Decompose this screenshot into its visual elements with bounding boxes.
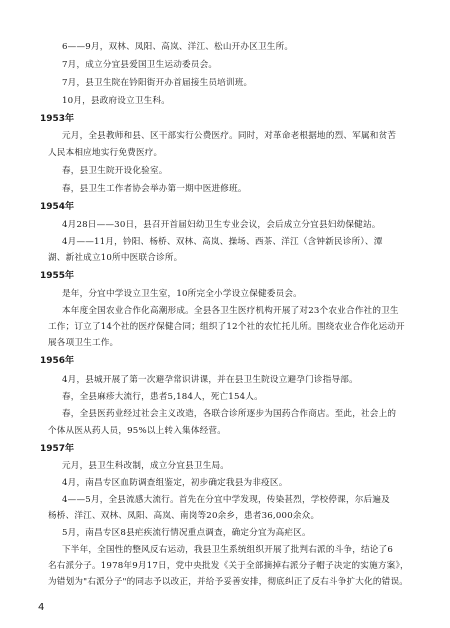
year-heading: 1956年 — [40, 356, 75, 366]
text-line: 杨桥、洋江、双林、凤阳、高岚、南岗等20余乡，患者36,000余众。 — [48, 511, 320, 521]
text-line: 4月，南昌专区血防调查组鉴定，初步确定我县为非疫区。 — [62, 478, 288, 488]
text-line: 人民本相应地实行免费医疗。 — [48, 148, 163, 158]
text-line: 4月，县城开展了第一次避孕常识讲课，并在县卫生院设立避孕门诊指导部。 — [62, 375, 358, 385]
text-line: 是年，分宜中学设立卫生室，10所完全小学设立保健委员会。 — [62, 289, 302, 299]
text-line: 4——5月，全县流感大流行。首先在分宜中学发现，传染甚烈，学校停课，尔后遍及 — [62, 495, 390, 505]
text-line: 春，县卫生院开设化验室。 — [62, 166, 168, 176]
text-line: 7月，成立分宜县爱国卫生运动委员会。 — [62, 60, 218, 70]
text-line: 为错划为"右派分子"的同志予以改正，并给予妥善安排，彻底纠正了反右斗争扩大化的错误。 — [48, 577, 409, 587]
text-line: 元月，县卫生科改制，成立分宜县卫生局。 — [62, 461, 230, 471]
text-line: 春，全县麻疹大流行，患者5,184人，死亡154人。 — [62, 392, 263, 402]
text-line: 10月，县政府设立卫生科。 — [62, 96, 171, 106]
text-line: 个体从医从药人员，95%以上转入集体经营。 — [48, 426, 226, 436]
page-number: 4 — [38, 602, 45, 613]
text-line: 4月——11月，钤阳、杨桥、双林、高岚、操场、西茶、洋江（含钟新民诊所）、潭 — [62, 237, 383, 247]
text-line: 元月，全县教师和县、区干部实行公费医疗。同时，对革命老根据地的烈、军属和贫苦 — [62, 131, 397, 141]
text-line: 下半年，全国性的整风反右运动，我县卫生系统组织开展了批判右派的斗争，结论了6 — [62, 545, 394, 555]
year-heading: 1955年 — [40, 271, 75, 281]
text-line: 4月28日——30日，县召开首届妇幼卫生专业会议，会后成立分宜县妇幼保健站。 — [62, 220, 381, 230]
text-line: 本年度全国农业合作化高潮形成。全县各卫生医疗机构开展了对23个农业合作社的卫生 — [62, 306, 399, 316]
text-line: 春，县卫生工作者协会举办第一期中医进修班。 — [62, 184, 247, 194]
text-line: 6——9月，双林、凤阳、高岚、洋江、松山开办区卫生所。 — [62, 42, 294, 52]
text-line: 5月，南昌专区8县疟疾流行情况重点调查，确定分宜为高疟区。 — [62, 528, 311, 538]
year-heading: 1954年 — [40, 202, 75, 212]
text-line: 展各项卫生工作。 — [48, 338, 119, 348]
text-line: 7月，县卫生院在钤阳街开办首届接生员培训班。 — [62, 78, 253, 88]
text-line: 春，全县医药业经过社会主义改造，各联合诊所逐步为国药合作商店。至此，社会上的 — [62, 409, 397, 419]
text-line: 工作；订立了14个社的医疗保健合同；组织了12个社的农忙托儿所。围绕农业合作化运动开 — [48, 322, 405, 332]
year-heading: 1953年 — [40, 114, 75, 124]
year-heading: 1957年 — [40, 444, 75, 454]
text-line: 湖、新社成立10所中医联合诊所。 — [48, 253, 183, 263]
text-line: 名右派分子。1978年9月17日，党中央批发《关于全部摘掉右派分子帽子决定的实施方案》， — [48, 561, 409, 571]
